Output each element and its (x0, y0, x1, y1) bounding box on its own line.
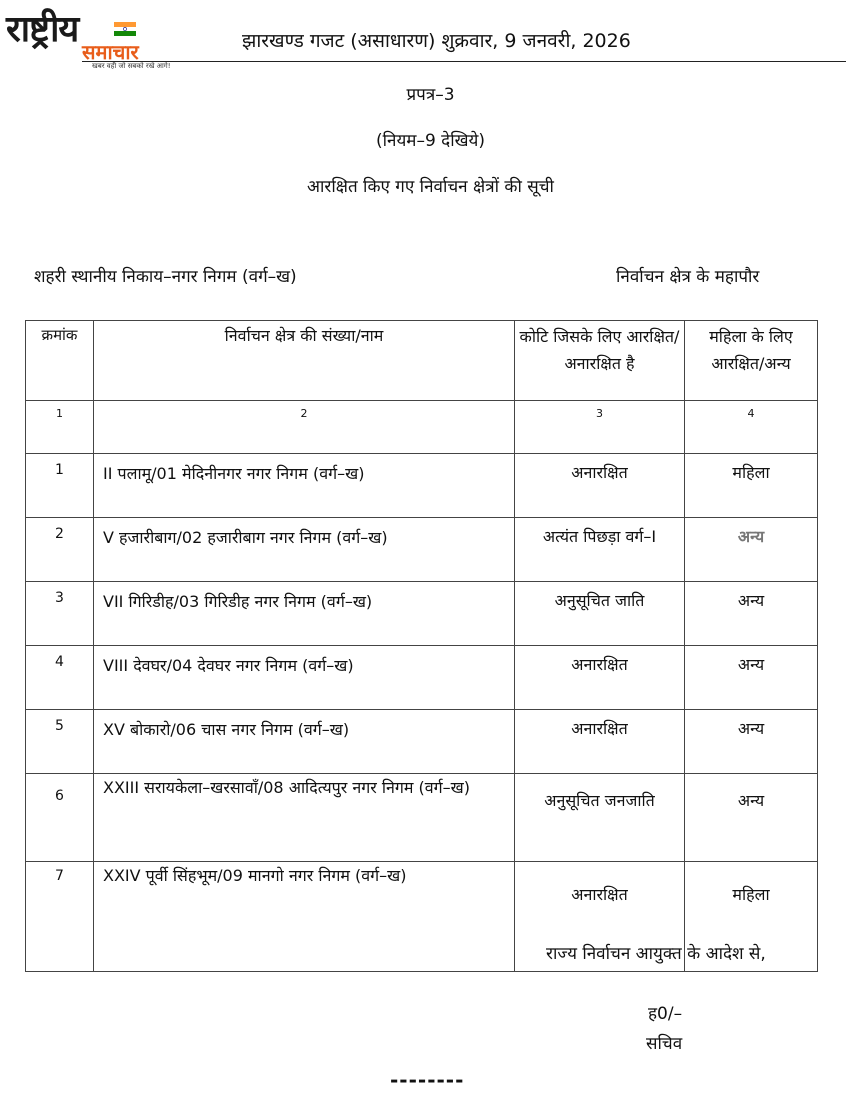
header-women-reservation: महिला के लिए आरक्षित/अन्य (685, 321, 818, 401)
column-number: 1 (26, 401, 94, 454)
serial-cell: 6 (26, 774, 94, 862)
mayor-caption: निर्वाचन क्षेत्र के महापौर (616, 267, 760, 287)
table-row (26, 710, 818, 774)
form-number: प्रपत्र–3 (406, 85, 455, 105)
serial-cell: 5 (26, 710, 94, 774)
women-cell: अन्य (685, 710, 818, 774)
logo-wordmark: राष्ट्रीय (6, 9, 79, 50)
constituency-cell: VII गिरिडीह/03 गिरिडीह नगर निगम (वर्ग–ख) (94, 582, 515, 646)
table-row (26, 646, 818, 710)
serial-cell: 1 (26, 454, 94, 518)
header-serial: क्रमांक (26, 321, 94, 401)
women-cell: अन्य (685, 518, 818, 582)
women-cell: अन्य (685, 646, 818, 710)
serial-cell: 2 (26, 518, 94, 582)
column-number: 4 (685, 401, 818, 454)
constituency-cell: II पलामू/01 मेदिनीनगर नगर निगम (वर्ग–ख) (94, 454, 515, 518)
logo-tagline: खबर वही जो सबको रखे आगे! (92, 62, 171, 70)
category-cell: अनारक्षित (515, 710, 685, 774)
table-row (26, 454, 818, 518)
category-cell: अत्यंत पिछड़ा वर्ग–I (515, 518, 685, 582)
serial-cell: 7 (26, 862, 94, 972)
signature-mark: ह0/– (648, 1004, 683, 1024)
category-cell: अनारक्षित (515, 454, 685, 518)
category-cell: अनारक्षित (515, 862, 685, 972)
header-divider (82, 61, 846, 62)
rule-reference: (नियम–9 देखिये) (375, 131, 486, 151)
logo-subtitle: समाचार (82, 40, 139, 64)
constituency-cell: XV बोकारो/06 चास नगर निगम (वर्ग–ख) (94, 710, 515, 774)
column-number-row (26, 401, 818, 454)
order-statement: राज्य निर्वाचन आयुक्त के आदेश से, (546, 944, 766, 964)
body-type-caption: शहरी स्थानीय निकाय–नगर निगम (वर्ग–ख) (34, 267, 297, 287)
women-cell: अन्य (685, 774, 818, 862)
flag-saffron-band (114, 22, 136, 27)
reservation-table (25, 320, 818, 972)
list-title: आरक्षित किए गए निर्वाचन क्षेत्रों की सूची (307, 177, 554, 197)
constituency-cell: XXIII सरायकेला–खरसावाँ/08 आदित्यपुर नगर निगम (वर्ग–ख) (94, 774, 515, 862)
category-cell: अनुसूचित जाति (515, 582, 685, 646)
women-cell: महिला (685, 862, 818, 972)
constituency-cell: VIII देवघर/04 देवघर नगर निगम (वर्ग–ख) (94, 646, 515, 710)
serial-cell: 4 (26, 646, 94, 710)
women-cell: अन्य (685, 582, 818, 646)
flag-green-band (114, 31, 136, 36)
serial-cell: 3 (26, 582, 94, 646)
column-number: 3 (515, 401, 685, 454)
women-cell: महिला (685, 454, 818, 518)
category-cell: अनारक्षित (515, 646, 685, 710)
constituency-cell: V हजारीबाग/02 हजारीबाग नगर निगम (वर्ग–ख) (94, 518, 515, 582)
table-header-row (26, 321, 818, 401)
gazette-header-title: झारखण्ड गजट (असाधारण) शुक्रवार, 9 जनवरी, 2026 (242, 30, 631, 52)
constituency-cell: XXIV पूर्वी सिंहभूम/09 मानगो नगर निगम (वर्ग–ख) (94, 862, 515, 972)
column-number: 2 (94, 401, 515, 454)
table-row (26, 582, 818, 646)
table-row (26, 774, 818, 862)
category-cell: अनुसूचित जनजाति (515, 774, 685, 862)
end-marker: -------- (390, 1068, 465, 1092)
table-row (26, 518, 818, 582)
flag-icon (114, 22, 136, 36)
header-constituency: निर्वाचन क्षेत्र की संख्या/नाम (94, 321, 515, 401)
designation: सचिव (646, 1034, 683, 1054)
header-category: कोटि जिसके लिए आरक्षित/अनारक्षित है (515, 321, 685, 401)
